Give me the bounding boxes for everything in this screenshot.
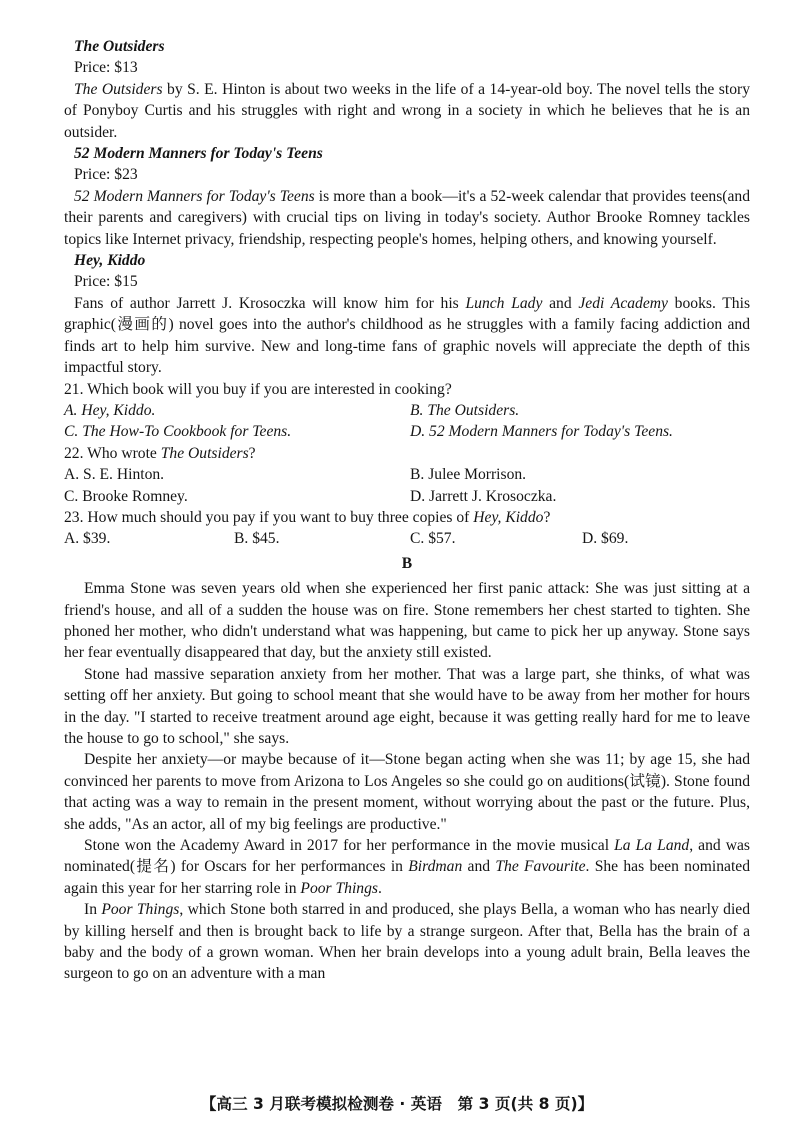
option-a[interactable]: A. $39.	[64, 530, 111, 548]
book-description: 52 Modern Manners for Today's Teens is more than a book—it's a 52-week calendar that provides teens(and their parents and caregivers) with crucial tips on living in today's society. Author Brooke Romney tackles topics like Internet privacy, friendship, respecting people's homes, helping others, and knowing yourself.	[64, 187, 750, 248]
option-b[interactable]: B. The Outsiders.	[410, 401, 520, 419]
book-entry	[64, 250, 750, 378]
passage-paragraph: Stone had massive separation anxiety from her mother. That was a large part, she thinks, of what was setting off her anxiety. But going to school meant that she would have to be away from her mother for hours in the day. "I started to receive treatment around age eight, because it was getting really hard for me to leave the house to go to school," she says.	[64, 665, 750, 747]
book-entry	[64, 143, 750, 250]
book-price: Price: $15	[74, 273, 138, 291]
question-stem: 21. Which book will you buy if you are interested in cooking?	[64, 380, 452, 398]
option-b[interactable]: B. $45.	[234, 530, 280, 548]
question-21	[64, 379, 750, 443]
question-22	[64, 443, 750, 507]
question-stem: 23. How much should you pay if you want to buy three copies of Hey, Kiddo?	[64, 508, 551, 526]
option-d[interactable]: D. Jarrett J. Krosoczka.	[410, 487, 557, 505]
passage-paragraph: Despite her anxiety—or maybe because of it—Stone began acting when she was 11; by age 15, she had convinced her parents to move from Arizona to Los Angeles so she could go on auditions(试镜). Stone found that acting was a way to remain in the present moment, without worrying about the past or the future. Plus, she adds, "As an actor, all of my big feelings are productive."	[64, 751, 750, 833]
book-price: Price: $23	[74, 166, 138, 184]
question-options	[64, 464, 750, 507]
option-c[interactable]: C. Brooke Romney.	[64, 487, 188, 505]
option-c[interactable]: C. $57.	[410, 530, 456, 548]
option-b[interactable]: B. Julee Morrison.	[410, 466, 527, 484]
section-b-label: B	[401, 554, 413, 572]
question-options	[64, 400, 750, 443]
book-title: Hey, Kiddo	[74, 252, 146, 270]
passage-paragraph: Emma Stone was seven years old when she experienced her first panic attack: She was just sitting at a friend's house, and all of a sudden the house was on fire. Stone remembers her chest started to tighten. She phoned her mother, who didn't understand what was happening, but came to pick her up anyway. Stone says her fear eventually disappeared that day, but the anxiety still existed.	[64, 580, 750, 662]
option-d[interactable]: D. 52 Modern Manners for Today's Teens.	[410, 423, 673, 441]
book-description: The Outsiders by S. E. Hinton is about two weeks in the life of a 14-year-old boy. The novel tells the story of Ponyboy Curtis and his struggles with right and wrong in a society in which he believes that he is an outsider.	[64, 80, 750, 141]
book-title: The Outsiders	[74, 38, 165, 55]
question-options	[64, 528, 750, 549]
option-a[interactable]: A. Hey, Kiddo.	[64, 401, 156, 419]
passage-paragraph: In Poor Things, which Stone both starred in and produced, she plays Bella, a woman who has nearly died by killing herself and then is brought back to life by a strange surgeon. After that, Bella has the brain of a baby and the body of a grown woman. When her brain develops into a young adult brain, Bella leaves the surgeon to go on an adventure with a man	[64, 901, 750, 983]
page-footer: 【高三 3 月联考模拟检测卷 · 英语 第 3 页(共 8 页)】	[200, 1095, 594, 1113]
passage-paragraph: Stone won the Academy Award in 2017 for her performance in the movie musical La La Land, and was nominated(提名) for Oscars for her performances in Birdman and The Favourite. She has been nominated again this year for her starring role in Poor Things.	[64, 837, 750, 897]
book-description: Fans of author Jarrett J. Krosoczka will know him for his Lunch Lady and Jedi Academy books. This graphic(漫画的) novel goes into the author's childhood as he struggles with a family facing addiction and finds art to help him survive. New and long-time fans of graphic novels will appreciate the depth of this impactful story.	[64, 294, 751, 377]
option-a[interactable]: A. S. E. Hinton.	[64, 466, 165, 484]
book-title: 52 Modern Manners for Today's Teens	[74, 145, 323, 163]
book-entry	[64, 36, 750, 143]
option-d[interactable]: D. $69.	[582, 530, 629, 548]
question-23	[64, 507, 750, 550]
book-price: Price: $13	[74, 59, 138, 77]
page-content	[64, 36, 750, 985]
option-c[interactable]: C. The How-To Cookbook for Teens.	[64, 423, 292, 441]
question-stem: 22. Who wrote The Outsiders?	[64, 444, 256, 462]
